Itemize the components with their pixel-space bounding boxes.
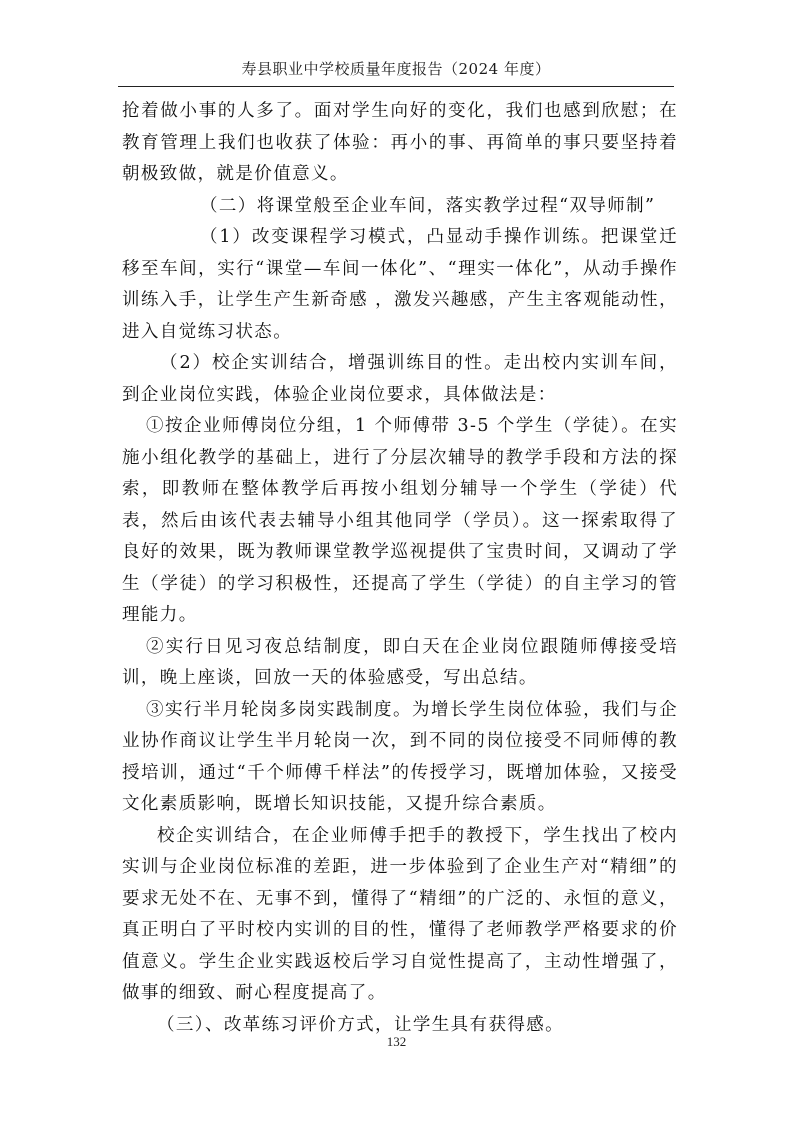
header-divider <box>118 86 674 87</box>
paragraph-continuation: 抢着做小事的人多了。面对学生向好的变化，我们也感到欣慰；在教育管理上我们也收获了体验：再小的事、再简单的事只要坚持着朝极致做，就是价值意义。 <box>122 101 678 184</box>
paragraph-point-2: ②实行日见习夜总结制度，即白天在企业岗位跟随师傅接受培训，晚上座谈，回放一天的体验感受，写出总结。 <box>122 636 678 688</box>
paragraph-point-3: ③实行半月轮岗多岗实践制度。为增长学生岗位体验，我们与企业协作商议让学生半月轮岗一次，到不同的岗位接受不同师傅的教授培训，通过“千个师傅千样法”的传授学习，既增加体验，又接受文化素质影响，既增长知识技能，又提升综合素质。 <box>122 699 678 814</box>
paragraph-point-1: ①按企业师傅岗位分组，1 个师傅带 3-5 个学生（学徒）。在实施小组化教学的基础上，进行了分层次辅导的教学手段和方法的探索，即教师在整体教学后再按小组划分辅导一个学生（学徒）代表，然后由该代表去辅导小组其他同学（学员）。这一探索取得了良好的效果，既为教师课堂教学巡视提供了宝贵时间，又调动了学生（学徒）的学习积极性，还提高了学生（学徒）的自主学习的管理能力。 <box>122 416 678 625</box>
page-header-title: 寿县职业中学校质量年度报告（2024 年度） <box>241 60 551 78</box>
section-heading-3: （三）、改革练习评价方式，让学生具有获得感。 <box>157 1014 565 1035</box>
paragraph-summary: 校企实训结合，在企业师傅手把手的教授下，学生找出了校内实训与企业岗位标准的差距，进一步体验到了企业生产对“精细”的要求无处不在、无事不到，懂得了“精细”的广泛的、永恒的意义，真正明白了平时校内实训的目的性，懂得了老师教学严格要求的价值意义。学生企业实践返校后学习自觉性提高了，主动性增强了，做事的细致、耐心程度提高了。 <box>122 825 678 1003</box>
paragraph-item-2: （2）校企实训结合，增强训练目的性。走出校内实训车间，到企业岗位实践，体验企业岗位要求，具体做法是： <box>122 353 678 405</box>
paragraph-item-1: （1）改变课程学习模式，凸显动手操作训练。把课堂迁移至车间，实行“课堂—车间一体化”、“理实一体化”，从动手操作训练入手，让学生产生新奇感 ，激发兴趣感，产生主客观能动性，进入自觉练习状态。 <box>122 227 678 342</box>
page-number: 132 <box>386 1034 407 1049</box>
section-heading-2: （二）将课堂般至企业车间，落实教学过程“双导师制” <box>200 195 656 216</box>
document-body <box>122 96 678 1041</box>
